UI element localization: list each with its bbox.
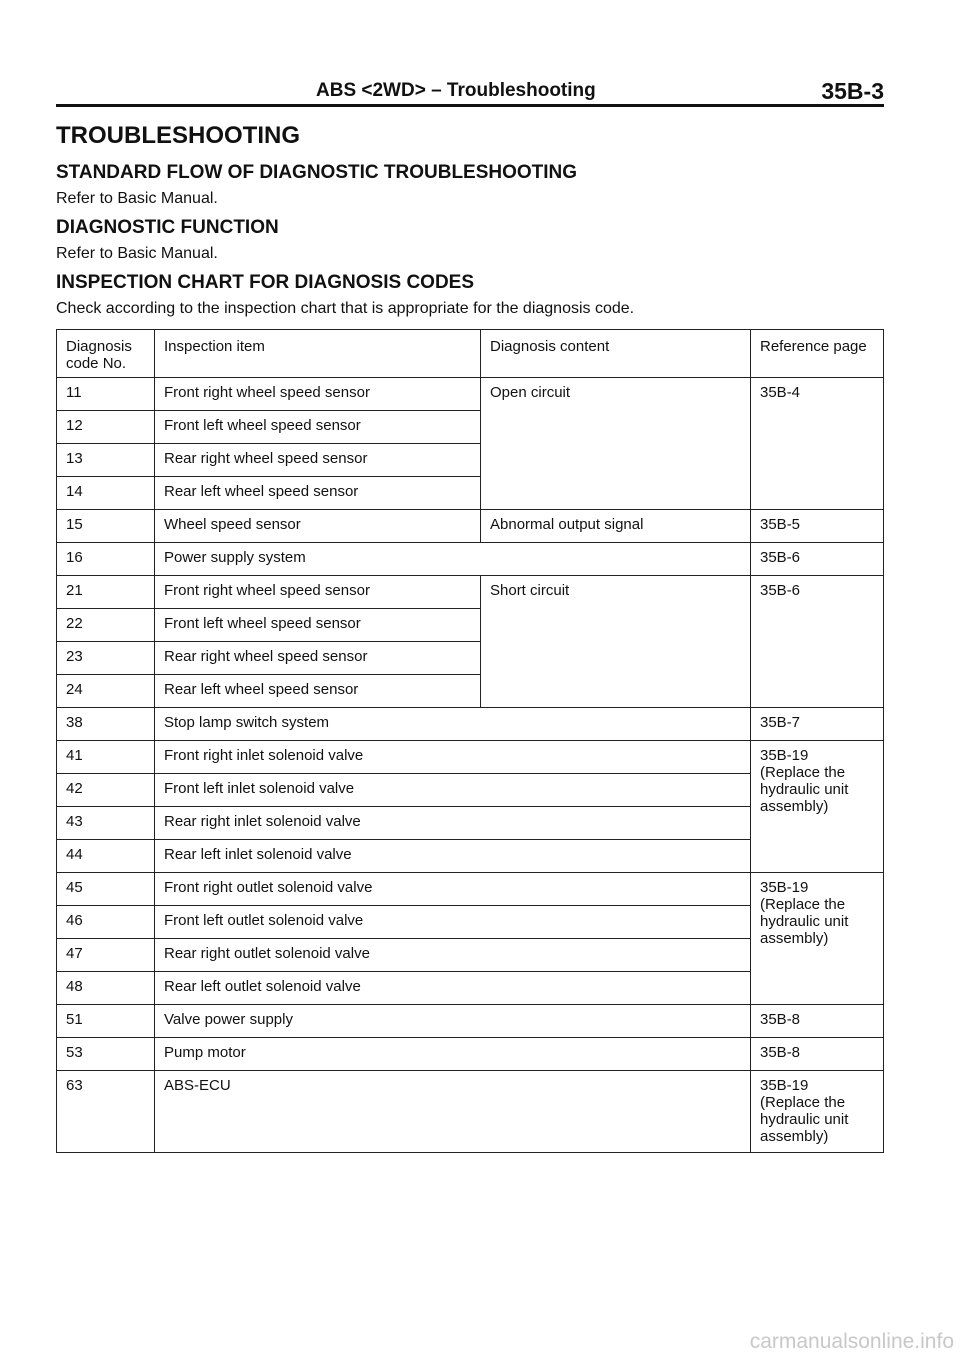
section-text-inspection-chart: Check according to the inspection chart that is appropriate for the diagnosis code.: [56, 300, 635, 317]
code-cell: 48: [57, 972, 155, 1005]
reference-cell: 35B-8: [751, 1005, 884, 1038]
item-cell: Power supply system: [155, 543, 751, 576]
code-cell: 47: [57, 939, 155, 972]
code-cell: 11: [57, 378, 155, 411]
table-row: [57, 576, 884, 609]
code-cell: 43: [57, 807, 155, 840]
code-cell: 22: [57, 609, 155, 642]
table-row: [57, 378, 884, 411]
item-cell: Rear left outlet solenoid valve: [155, 972, 751, 1005]
table-header-row: [57, 330, 884, 378]
item-cell: Front left outlet solenoid valve: [155, 906, 751, 939]
item-cell: Front right outlet solenoid valve: [155, 873, 751, 906]
code-cell: 24: [57, 675, 155, 708]
reference-cell: 35B-19 (Replace the hydraulic unit assembly): [751, 1071, 884, 1153]
code-cell: 45: [57, 873, 155, 906]
reference-cell: 35B-4: [751, 378, 884, 510]
item-cell: Rear right wheel speed sensor: [155, 642, 481, 675]
section-title-inspection-chart: INSPECTION CHART FOR DIAGNOSIS CODES: [56, 272, 475, 293]
reference-cell: 35B-6: [751, 576, 884, 708]
code-cell: 12: [57, 411, 155, 444]
table-row: [57, 1071, 884, 1153]
header-content: Diagnosis content: [481, 330, 751, 378]
content-cell: Open circuit: [481, 378, 751, 510]
content-cell: Short circuit: [481, 576, 751, 708]
code-cell: 16: [57, 543, 155, 576]
item-cell: ABS-ECU: [155, 1071, 751, 1153]
table-row: [57, 1038, 884, 1071]
item-cell: Rear right inlet solenoid valve: [155, 807, 751, 840]
item-cell: Rear left wheel speed sensor: [155, 675, 481, 708]
item-cell: Front left inlet solenoid valve: [155, 774, 751, 807]
table-row: [57, 741, 884, 774]
item-cell: Front right wheel speed sensor: [155, 378, 481, 411]
code-cell: 53: [57, 1038, 155, 1071]
section-title-diagnostic-function: DIAGNOSTIC FUNCTION: [56, 217, 279, 238]
code-cell: 23: [57, 642, 155, 675]
code-cell: 44: [57, 840, 155, 873]
code-cell: 63: [57, 1071, 155, 1153]
code-cell: 42: [57, 774, 155, 807]
reference-cell: 35B-19 (Replace the hydraulic unit assembly): [751, 873, 884, 1005]
item-cell: Rear left inlet solenoid valve: [155, 840, 751, 873]
table-row: [57, 510, 884, 543]
item-cell: Rear left wheel speed sensor: [155, 477, 481, 510]
item-cell: Stop lamp switch system: [155, 708, 751, 741]
table-row: [57, 873, 884, 906]
code-cell: 13: [57, 444, 155, 477]
watermark: carmanualsonline.info: [749, 1330, 954, 1353]
item-cell: Rear right wheel speed sensor: [155, 444, 481, 477]
page-number: 35B-3: [821, 78, 884, 104]
reference-cell: 35B-7: [751, 708, 884, 741]
reference-cell: 35B-5: [751, 510, 884, 543]
section-text-diagnostic-function: Refer to Basic Manual.: [56, 245, 218, 262]
page-header: [56, 78, 884, 104]
table-row: [57, 543, 884, 576]
code-cell: 15: [57, 510, 155, 543]
code-cell: 38: [57, 708, 155, 741]
header-code: Diagnosis code No.: [57, 330, 155, 378]
code-cell: 46: [57, 906, 155, 939]
item-cell: Rear right outlet solenoid valve: [155, 939, 751, 972]
reference-cell: 35B-8: [751, 1038, 884, 1071]
code-cell: 51: [57, 1005, 155, 1038]
section-text-standard-flow: Refer to Basic Manual.: [56, 190, 218, 207]
table-row: [57, 708, 884, 741]
item-cell: Front right inlet solenoid valve: [155, 741, 751, 774]
reference-cell: 35B-6: [751, 543, 884, 576]
item-cell: Valve power supply: [155, 1005, 751, 1038]
inspection-chart-table: [56, 329, 884, 1153]
header-item: Inspection item: [155, 330, 481, 378]
code-cell: 21: [57, 576, 155, 609]
item-cell: Wheel speed sensor: [155, 510, 481, 543]
code-cell: 14: [57, 477, 155, 510]
header-rule: [56, 104, 884, 107]
content-cell: Abnormal output signal: [481, 510, 751, 543]
item-cell: Front left wheel speed sensor: [155, 411, 481, 444]
item-cell: Pump motor: [155, 1038, 751, 1071]
item-cell: Front left wheel speed sensor: [155, 609, 481, 642]
reference-cell: 35B-19 (Replace the hydraulic unit assembly): [751, 741, 884, 873]
page-heading: TROUBLESHOOTING: [56, 122, 300, 149]
header-title: ABS <2WD> – Troubleshooting: [316, 80, 596, 101]
header-reference: Reference page: [751, 330, 884, 378]
item-cell: Front right wheel speed sensor: [155, 576, 481, 609]
code-cell: 41: [57, 741, 155, 774]
table-row: [57, 1005, 884, 1038]
section-title-standard-flow: STANDARD FLOW OF DIAGNOSTIC TROUBLESHOOTING: [56, 162, 578, 183]
